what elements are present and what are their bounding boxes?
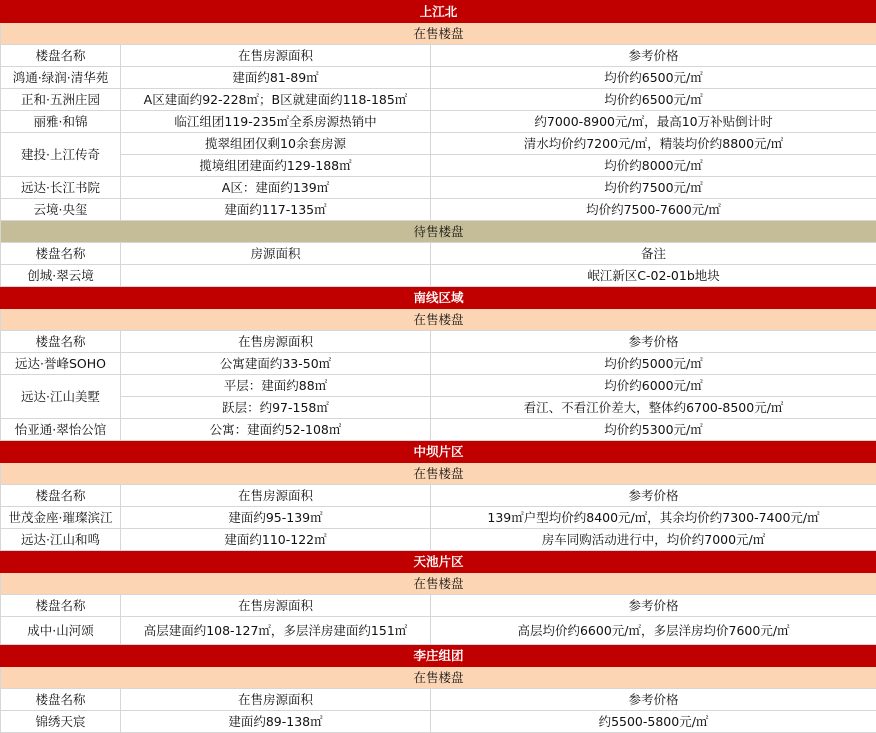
price-cell: 均价约7500-7600元/㎡ (431, 199, 876, 221)
name-header: 楼盘名称 (1, 689, 121, 711)
table-row (1, 711, 876, 733)
property-name: 远达·江山和鸣 (1, 529, 121, 551)
region-title: 李庄组团 (1, 645, 876, 667)
table-row (1, 375, 876, 397)
status-title: 在售楼盘 (1, 463, 876, 485)
table-row (1, 617, 876, 645)
property-name: 锦绣天宸 (1, 711, 121, 733)
table-row (1, 529, 876, 551)
status-header-row (1, 309, 876, 331)
table-row (1, 111, 876, 133)
table-row (1, 155, 876, 177)
area-cell: 建面约89-138㎡ (121, 711, 431, 733)
price-cell: 约5500-5800元/㎡ (431, 711, 876, 733)
area-cell: 建面约81-89㎡ (121, 67, 431, 89)
price-cell: 房车同购活动进行中，均价约7000元/㎡ (431, 529, 876, 551)
status-title: 待售楼盘 (1, 221, 876, 243)
property-name: 云境·央玺 (1, 199, 121, 221)
status-header-row (1, 221, 876, 243)
table-row (1, 353, 876, 375)
price-header: 参考价格 (431, 331, 876, 353)
table-row (1, 177, 876, 199)
property-name: 远达·誉峰SOHO (1, 353, 121, 375)
area-cell: 临江组团119-235㎡全系房源热销中 (121, 111, 431, 133)
area-cell: 跃层：约97-158㎡ (121, 397, 431, 419)
region-header-row (1, 441, 876, 463)
property-name: 世茂金座·璀璨滨江 (1, 507, 121, 529)
area-cell: 建面约110-122㎡ (121, 529, 431, 551)
region-title: 南线区域 (1, 287, 876, 309)
area-cell: 高层建面约108-127㎡，多层洋房建面约151㎡ (121, 617, 431, 645)
price-header: 备注 (431, 243, 876, 265)
region-header-row (1, 645, 876, 667)
price-header: 参考价格 (431, 45, 876, 67)
region-title: 中坝片区 (1, 441, 876, 463)
area-header: 在售房源面积 (121, 595, 431, 617)
status-title: 在售楼盘 (1, 667, 876, 689)
price-cell: 岷江新区C-02-01b地块 (431, 265, 876, 287)
price-header: 参考价格 (431, 689, 876, 711)
region-header-row (1, 1, 876, 23)
area-cell: 建面约117-135㎡ (121, 199, 431, 221)
status-header-row (1, 23, 876, 45)
price-cell: 均价约6500元/㎡ (431, 67, 876, 89)
status-header-row (1, 667, 876, 689)
price-cell: 均价约6000元/㎡ (431, 375, 876, 397)
area-header: 在售房源面积 (121, 689, 431, 711)
area-cell: 平层：建面约88㎡ (121, 375, 431, 397)
name-header: 楼盘名称 (1, 485, 121, 507)
property-name: 远达·江山美墅 (1, 375, 121, 419)
price-cell: 清水均价约7200元/㎡，精装均价约8800元/㎡ (431, 133, 876, 155)
area-cell: A区：建面约139㎡ (121, 177, 431, 199)
column-header-row (1, 689, 876, 711)
price-cell: 均价约7500元/㎡ (431, 177, 876, 199)
status-title: 在售楼盘 (1, 573, 876, 595)
price-cell: 均价约5000元/㎡ (431, 353, 876, 375)
column-header-row (1, 485, 876, 507)
property-name: 成中·山河颂 (1, 617, 121, 645)
table-row (1, 67, 876, 89)
table-row (1, 507, 876, 529)
price-cell: 约7000-8900元/㎡，最高10万补贴倒计时 (431, 111, 876, 133)
property-name: 远达·长江书院 (1, 177, 121, 199)
name-header: 楼盘名称 (1, 45, 121, 67)
property-name: 创城·翠云境 (1, 265, 121, 287)
property-name: 鸿通·绿润·清华苑 (1, 67, 121, 89)
area-cell (121, 265, 431, 287)
area-header: 在售房源面积 (121, 45, 431, 67)
region-title: 天池片区 (1, 551, 876, 573)
column-header-row (1, 45, 876, 67)
area-cell: A区建面约92-228㎡；B区就建面约118-185㎡ (121, 89, 431, 111)
price-cell: 均价约8000元/㎡ (431, 155, 876, 177)
property-name: 正和·五洲庄园 (1, 89, 121, 111)
table-row (1, 89, 876, 111)
property-name: 建投·上江传奇 (1, 133, 121, 177)
column-header-row (1, 595, 876, 617)
area-header: 房源面积 (121, 243, 431, 265)
table-body (1, 1, 876, 733)
property-name: 丽雅·和锦 (1, 111, 121, 133)
price-cell: 看江、不看江价差大，整体约6700-8500元/㎡ (431, 397, 876, 419)
region-title: 上江北 (1, 1, 876, 23)
price-cell: 均价约6500元/㎡ (431, 89, 876, 111)
name-header: 楼盘名称 (1, 331, 121, 353)
property-name: 怡亚通·翠怡公馆 (1, 419, 121, 441)
region-header-row (1, 287, 876, 309)
area-header: 在售房源面积 (121, 331, 431, 353)
price-cell: 139㎡户型均价约8400元/㎡，其余均价约7300-7400元/㎡ (431, 507, 876, 529)
table-row (1, 397, 876, 419)
table-row (1, 265, 876, 287)
table-row (1, 419, 876, 441)
area-cell: 公寓：建面约52-108㎡ (121, 419, 431, 441)
status-header-row (1, 573, 876, 595)
status-title: 在售楼盘 (1, 309, 876, 331)
region-header-row (1, 551, 876, 573)
column-header-row (1, 243, 876, 265)
status-header-row (1, 463, 876, 485)
area-cell: 揽翠组团仅剩10余套房源 (121, 133, 431, 155)
name-header: 楼盘名称 (1, 243, 121, 265)
column-header-row (1, 331, 876, 353)
area-cell: 揽境组团建面约129-188㎡ (121, 155, 431, 177)
area-cell: 建面约95-139㎡ (121, 507, 431, 529)
area-cell: 公寓建面约33-50㎡ (121, 353, 431, 375)
price-header: 参考价格 (431, 595, 876, 617)
area-header: 在售房源面积 (121, 485, 431, 507)
table-row (1, 199, 876, 221)
status-title: 在售楼盘 (1, 23, 876, 45)
name-header: 楼盘名称 (1, 595, 121, 617)
price-cell: 均价约5300元/㎡ (431, 419, 876, 441)
price-header: 参考价格 (431, 485, 876, 507)
price-cell: 高层均价约6600元/㎡，多层洋房均价7600元/㎡ (431, 617, 876, 645)
table-row (1, 133, 876, 155)
